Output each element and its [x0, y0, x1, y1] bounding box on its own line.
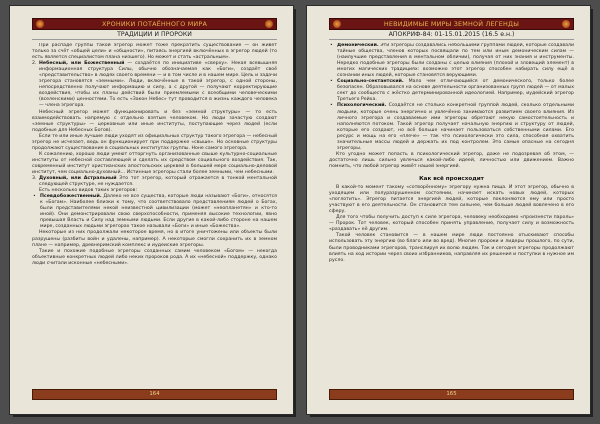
paragraph-heading: Психологический. [337, 103, 387, 109]
paragraph-heading: Духовный, или Астральный [39, 176, 117, 182]
left-page-subheader: ТРАДИЦИИ И ПРОРОКИ [32, 30, 277, 40]
left-page [10, 6, 293, 414]
list-number: 3. [32, 176, 37, 182]
left-page-header [32, 18, 277, 30]
paragraph-heading: Демонический. [337, 43, 379, 48]
right-page-number: 165 [329, 389, 574, 400]
ornament-icon [265, 20, 273, 28]
paragraph: Кто угодно может попасть в психологический эгрегор, даже не подозревая об этом, — достаточно лишь сильно увлечься какой-либо идеей, личностью или движением. Важно помнить, что любой эгрегор живёт нашей энергией. [329, 151, 574, 169]
paragraph: При распаде группы такой эгрегор может тоже прекратить существование — он живёт только за счёт «общей цели» и «общности», питаясь энергией включённых в эгрегор людей (то есть является специалистом плана низшего). Но может и стать «астральным». [32, 43, 277, 61]
paragraph: Такой человек становится — в нашем мире люди постоянно отыскивают способы использовать эту энергию (во благо или во вред). Многие пророки и лидеры прошлого, по сути, были проводниками эгрегоров, транслируя их волю людям. Так и сегодня эгрегоры продолжают влиять на ход истории через своих избранников, направляя их решения и поступки в нужное им русло. [329, 233, 574, 263]
bullet-paragraph [32, 194, 277, 230]
paragraph: Небесный эгрегор может функционировать и без «земной структуры» — то есть взаимодействовать напрямую с отдельно взятым человеком. Но люди зачастую создают «земные структуры» — церковные или иные институты, поступающие через людей (если подобные для Небесных Богов). [32, 109, 277, 133]
paragraph-text: Мало чем отличающийся от демонического, только более безопасен. Образовывался на основе деятельности организованных групп людей — от малых сект до сообществ с жёстко детерминированной идеологией. Например, иудейский эгрегор Третьего Рейха. [337, 79, 574, 103]
paragraph-heading: Социально-сектантский. [337, 79, 404, 85]
paragraph-heading: Небесный, или Божественный [39, 61, 125, 67]
paragraph: Есть несколько видов таких эгрегоров: [39, 188, 138, 194]
right-page-subheader: АПОКРИФ-84: 01-15.01.2015 (16.5 e.н.) [329, 30, 574, 40]
paragraph-heading: Псевдобожественный. [40, 194, 102, 200]
ornament-icon [562, 20, 570, 28]
left-page-body [32, 43, 277, 384]
paragraph-text: Создаётся не столько конкретной группой людей, сколько отдельными людьми, которые очень энергично и увлечённо занимаются развитием своего влияния. Из личного эгрегора и создаваемые ими эгрегоры обретают некую самостоятельность и наполняются потоком. Такой эгрегор получает начальную энергию и структуру от людей, которые его создают, но всё больше начинает пользоваться собственными силами. Его ресурс и мощь на его «плече» — так что психологически это сила, способная охватить значительные массы людей и держать их под контролем. Это самые опасные на сегодня эгрегоры. [337, 103, 574, 151]
paragraph: Такие и похожие подобные эгрегоры созданных самим человеком «Богом» — некогда объективные конкретных людей либо неких пророков рода. А их «небесной» поддержку, однако люди считали исконные «небесными». [32, 248, 277, 266]
right-page-header [329, 18, 574, 30]
right-bottom-paragraphs [329, 185, 574, 264]
paragraph-text: Эти эгрегоры создавались небольшими группами людей, которые создавали тайные общества, членов которых посвящали по тем или иным демоническим силам — (наилучшие представления в ментальном обличии), получая от них знания и инструменты. Нередко подобные эгрегоры были созданы с целью влияния (плохой и зловещий элемент) в многих магических традициях: возможно этот эгрегор способен набирать силу ещё в сознании иных людей, которые становятся верующими. [337, 43, 574, 79]
right-top-paragraphs [329, 43, 574, 170]
right-page-body [329, 43, 574, 384]
bullet-paragraph [329, 43, 574, 79]
bullet-paragraph [329, 103, 574, 151]
left-header-title: ХРОНИКИ ПОТАЁННОГО МИРА [101, 20, 208, 28]
right-header-title: НЕВИДИМЫЕ МИРЫ ЗЕМНОЙ ЛЕГЕНДЫ [383, 20, 520, 28]
paragraph-text: Далеко не все существа, которые люди называют «Боги», относятся к «Богам». Наиболее близки к тому, что соответствовало представлениям людей о Богах, были представителями некой неизвестной цивилизации (может «неопланетян» и кто-то иной). Они демонстрировали свою сверхспособности, применяя высокие технологии, явно превышая Власть и Силу над земными людьми. Если другие в какой-либо стороне на нашем мире, созданных людьми эгрегорах такое называли «Боги» и иные «Божества». [40, 194, 277, 230]
right-page [307, 6, 590, 414]
paragraph-text: — создаётся по инициативе «сверху». Некая всевышняя информационная структура Силы, обычно обозначаемая как «Боги», создаёт своё «представительство» в людях своего времени — и в том числе и в нашем мире. Цель и задачи эгрегора становятся «земными». Люди, включённые в такой эгрегор, с одной стороны, непосредственно получают информацию и силу, а с другой — получают корректирующие воздействия, чтобы их планы действий были приемлемыми с всеобщими человеческими (вселенскими) ценностями. То есть «Закон Небес» тут проводится в жизнь каждого человека — члена эгрегора. [39, 61, 277, 109]
paragraph: Некоторые из них продолжали некоторое время, но в итоге уничтожены или объекты были разрушены (разбиты войн и удалены, например). А некоторые смогли сохранить их в земном плане — например, древнеримский комплекс и иудеиские эгрегоры. [32, 230, 277, 248]
bullet-paragraph [329, 79, 574, 103]
section-title: Как всё происходит [419, 175, 484, 182]
list-number: 2. [32, 61, 37, 67]
numbered-paragraph [32, 176, 277, 188]
ornament-icon [36, 20, 44, 28]
ornament-icon [333, 20, 341, 28]
paragraph: Если те или иные лучшие люди уходят из официальных структур такого эгрегора — небесный эгрегор не исчезает, ведь он функционирует при поддержке «свыше». Но основные структуры продолжают существование в социальных институтах группы. Ноне самого эгрегора. [32, 133, 277, 151]
left-page-number: 164 [32, 389, 277, 400]
paragraph-text: Это тот эгрегор, который отражается в тонкой ментальной следующей структуре, не нуждается. [39, 176, 277, 188]
numbered-paragraph [32, 61, 277, 109]
paragraph: Для того чтобы получить доступ к силе эгрегора, человеку необходимо «произнести пароль» — Пророк. Тот человек, который способен принять управление, получает силу и возможность «раздавать» её другим. [329, 215, 574, 233]
paragraph: К сожалению, хорошо люди умеют отторгнуть организованные свыше культурно-социальные институты от небесной составляющей и сделать их средством социального воздействия. Так, современный институт христианских апостольских церквей в большей мере социально-деловой институт, чем социально-духовный… Истинные эгрегоры стали более земными, чем небесными. [32, 151, 277, 175]
paragraph: В какой-то момент такому «сотворённому» эгрегору нужна пища. И этот эгрегор, обычно в уходящем или полуразрушенном состоянии, начинает искать новых людей, которых «поглотить». Эгрегор питается энергией людей, которые поклоняются ему или просто участвуют в его деятельности. Он становится тем сильнее, чем больше людей вовлечено в его сферу. [329, 185, 574, 215]
